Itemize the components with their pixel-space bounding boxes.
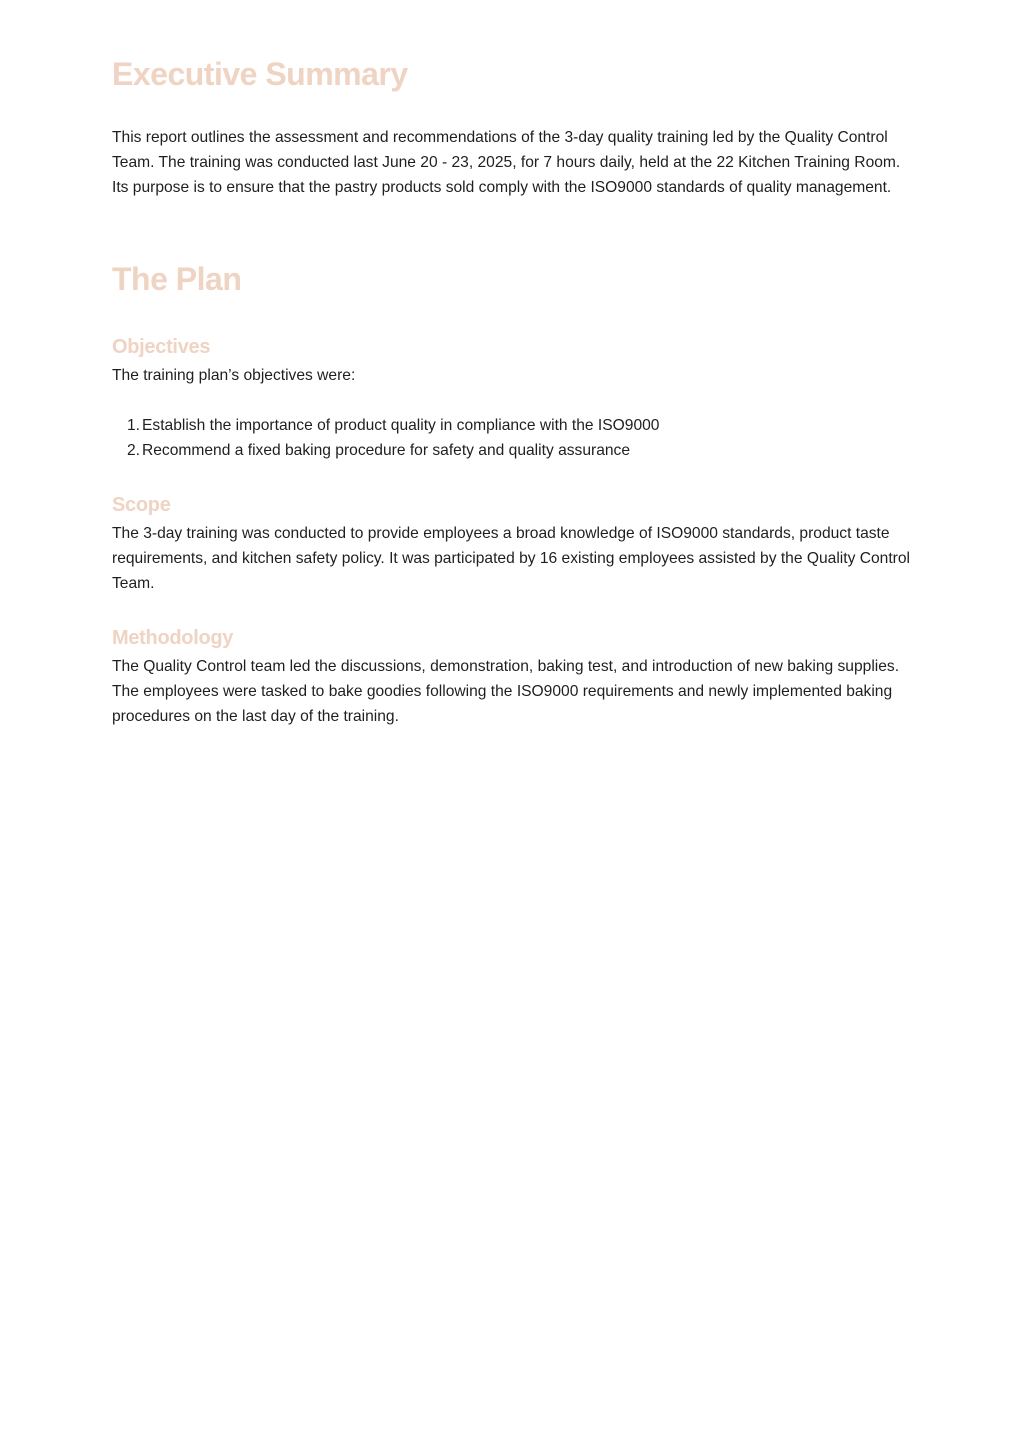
list-item-number: 1. bbox=[126, 417, 140, 434]
methodology-body: The Quality Control team led the discussions, demonstration, baking test, and introduction of new baking supplies. The employees were tasked to bake goodies following the ISO9000 requirements and newly implemented baking procedures on the last day of the training. bbox=[112, 658, 900, 725]
scope-body: The 3-day training was conducted to provide employees a broad knowledge of ISO9000 standards, product taste requirements, and kitchen safety policy. It was participated by 16 existing employees assisted by the Quality Control Team. bbox=[112, 525, 910, 592]
objectives-heading: Objectives bbox=[112, 336, 211, 358]
scope-heading: Scope bbox=[112, 494, 171, 516]
list-item-text: Establish the importance of product quality in compliance with the ISO9000 bbox=[142, 417, 660, 434]
objectives-intro: The training plan’s objectives were: bbox=[112, 367, 356, 384]
list-item-text: Recommend a fixed baking procedure for safety and quality assurance bbox=[142, 442, 631, 459]
executive-summary-heading: Executive Summary bbox=[112, 56, 408, 92]
list-item bbox=[112, 413, 912, 438]
executive-summary-body: This report outlines the assessment and recommendations of the 3-day quality training led by the Quality Control Team. The training was conducted last June 20 - 23, 2025, for 7 hours daily, held at the 22 Kitchen Training Room. Its purpose is to ensure that the pastry products sold comply with the ISO9000 standards of quality management. bbox=[112, 129, 901, 196]
methodology-heading: Methodology bbox=[112, 627, 234, 649]
objectives-list bbox=[112, 413, 912, 463]
the-plan-heading: The Plan bbox=[112, 261, 242, 297]
list-item bbox=[112, 438, 912, 463]
list-item-number: 2. bbox=[126, 442, 140, 459]
